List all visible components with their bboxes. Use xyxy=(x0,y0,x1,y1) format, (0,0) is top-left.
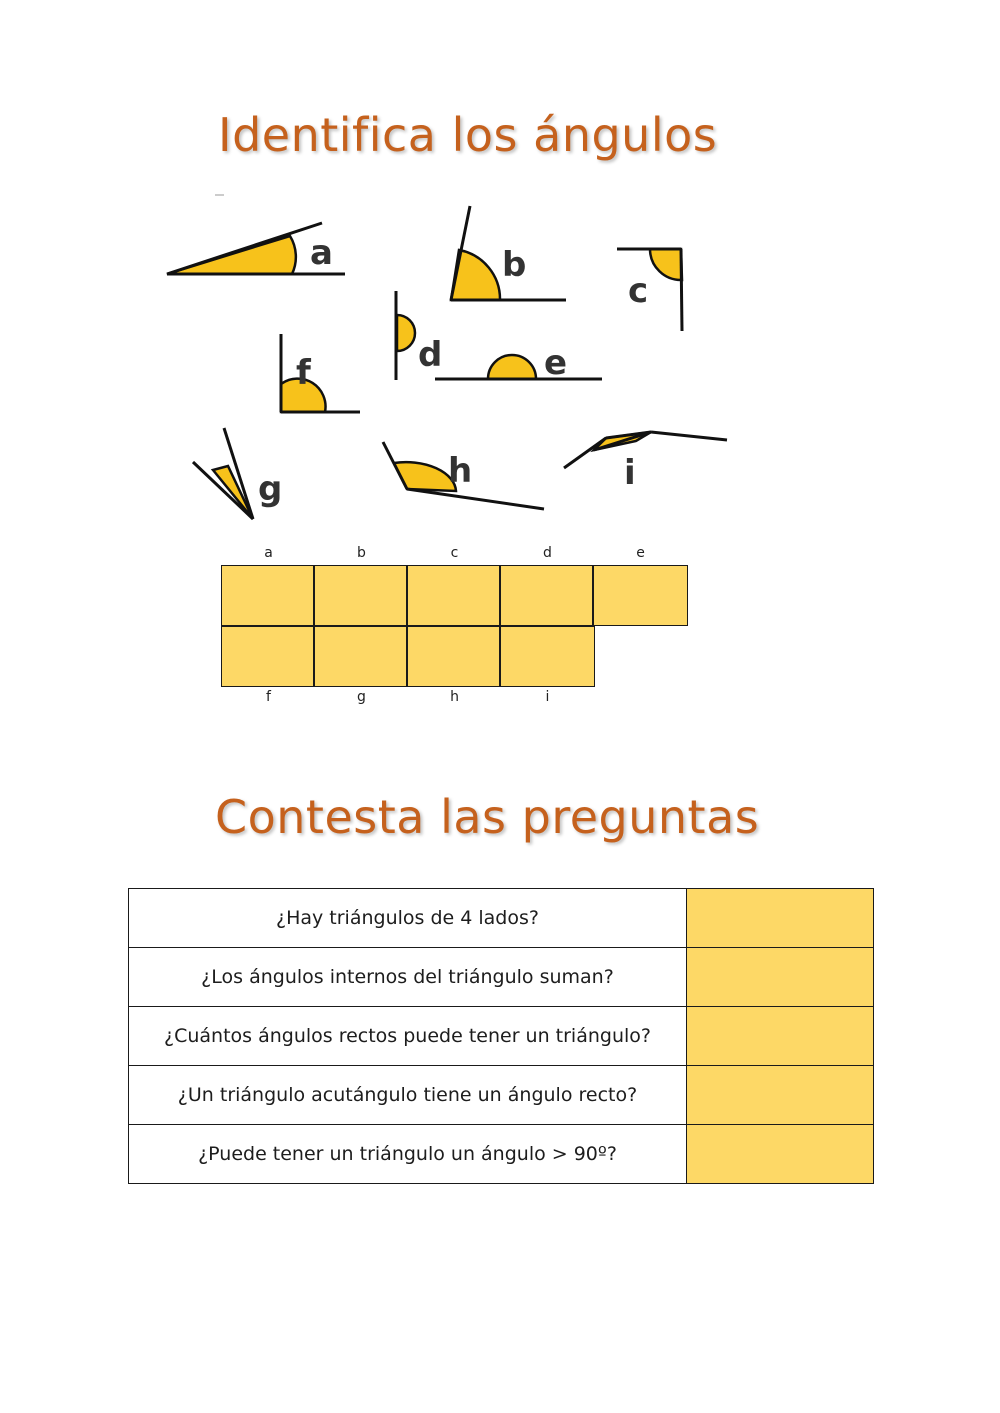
grid-label-c: c xyxy=(450,545,459,561)
angle-label-g: g xyxy=(258,469,283,509)
question-text: ¿Puede tener un triángulo un ángulo > 90º? xyxy=(129,1125,687,1184)
angle-label-c: c xyxy=(628,271,649,311)
angle-label-h: h xyxy=(448,451,473,491)
question-text: ¿Cuántos ángulos rectos puede tener un triángulo? xyxy=(129,1007,687,1066)
table-row xyxy=(129,948,874,1007)
angle-c xyxy=(617,249,682,331)
grid-label-h: h xyxy=(450,689,459,705)
title-identify-angles: Identifica los ángulos xyxy=(218,108,718,162)
answer-box-g[interactable] xyxy=(314,626,407,687)
answer-box-a[interactable] xyxy=(221,565,314,626)
angle-label-a: a xyxy=(310,233,333,273)
angle-i xyxy=(564,432,727,493)
grid-label-e: e xyxy=(636,545,645,561)
angle-label-b: b xyxy=(502,245,527,285)
title-answer-questions: Contesta las preguntas xyxy=(215,790,760,844)
grid-label-a: a xyxy=(264,545,273,561)
angle-g xyxy=(193,428,282,519)
angle-h xyxy=(383,442,544,509)
answer-field[interactable] xyxy=(687,1125,874,1184)
questions-table xyxy=(128,888,874,1184)
table-row xyxy=(129,1066,874,1125)
grid-label-g: g xyxy=(357,689,366,705)
answer-field[interactable] xyxy=(687,1066,874,1125)
grid-label-f: f xyxy=(266,689,271,705)
answer-box-i[interactable] xyxy=(500,626,595,687)
angle-d xyxy=(396,291,442,380)
answer-box-c[interactable] xyxy=(407,565,500,626)
question-text: ¿Un triángulo acutángulo tiene un ángulo recto? xyxy=(129,1066,687,1125)
answer-field[interactable] xyxy=(687,948,874,1007)
answer-field[interactable] xyxy=(687,889,874,948)
question-text: ¿Los ángulos internos del triángulo suman? xyxy=(129,948,687,1007)
answer-box-h[interactable] xyxy=(407,626,500,687)
grid-label-i: i xyxy=(545,689,550,705)
question-text: ¿Hay triángulos de 4 lados? xyxy=(129,889,687,948)
grid-label-d: d xyxy=(543,545,552,561)
angle-label-d: d xyxy=(418,335,443,375)
answer-box-b[interactable] xyxy=(314,565,407,626)
answer-box-f[interactable] xyxy=(221,626,314,687)
angle-label-e: e xyxy=(544,343,568,383)
angles-figure xyxy=(0,0,1000,540)
angle-a xyxy=(167,223,345,274)
angle-f xyxy=(281,334,360,412)
table-row xyxy=(129,1125,874,1184)
table-row xyxy=(129,1007,874,1066)
angle-b xyxy=(451,206,566,300)
answer-box-d[interactable] xyxy=(500,565,593,626)
angle-label-i: i xyxy=(624,453,636,493)
angle-e xyxy=(435,343,602,383)
grid-label-b: b xyxy=(357,545,366,561)
angle-label-f: f xyxy=(296,353,311,393)
answer-box-e[interactable] xyxy=(593,565,688,626)
answer-field[interactable] xyxy=(687,1007,874,1066)
table-row xyxy=(129,889,874,948)
